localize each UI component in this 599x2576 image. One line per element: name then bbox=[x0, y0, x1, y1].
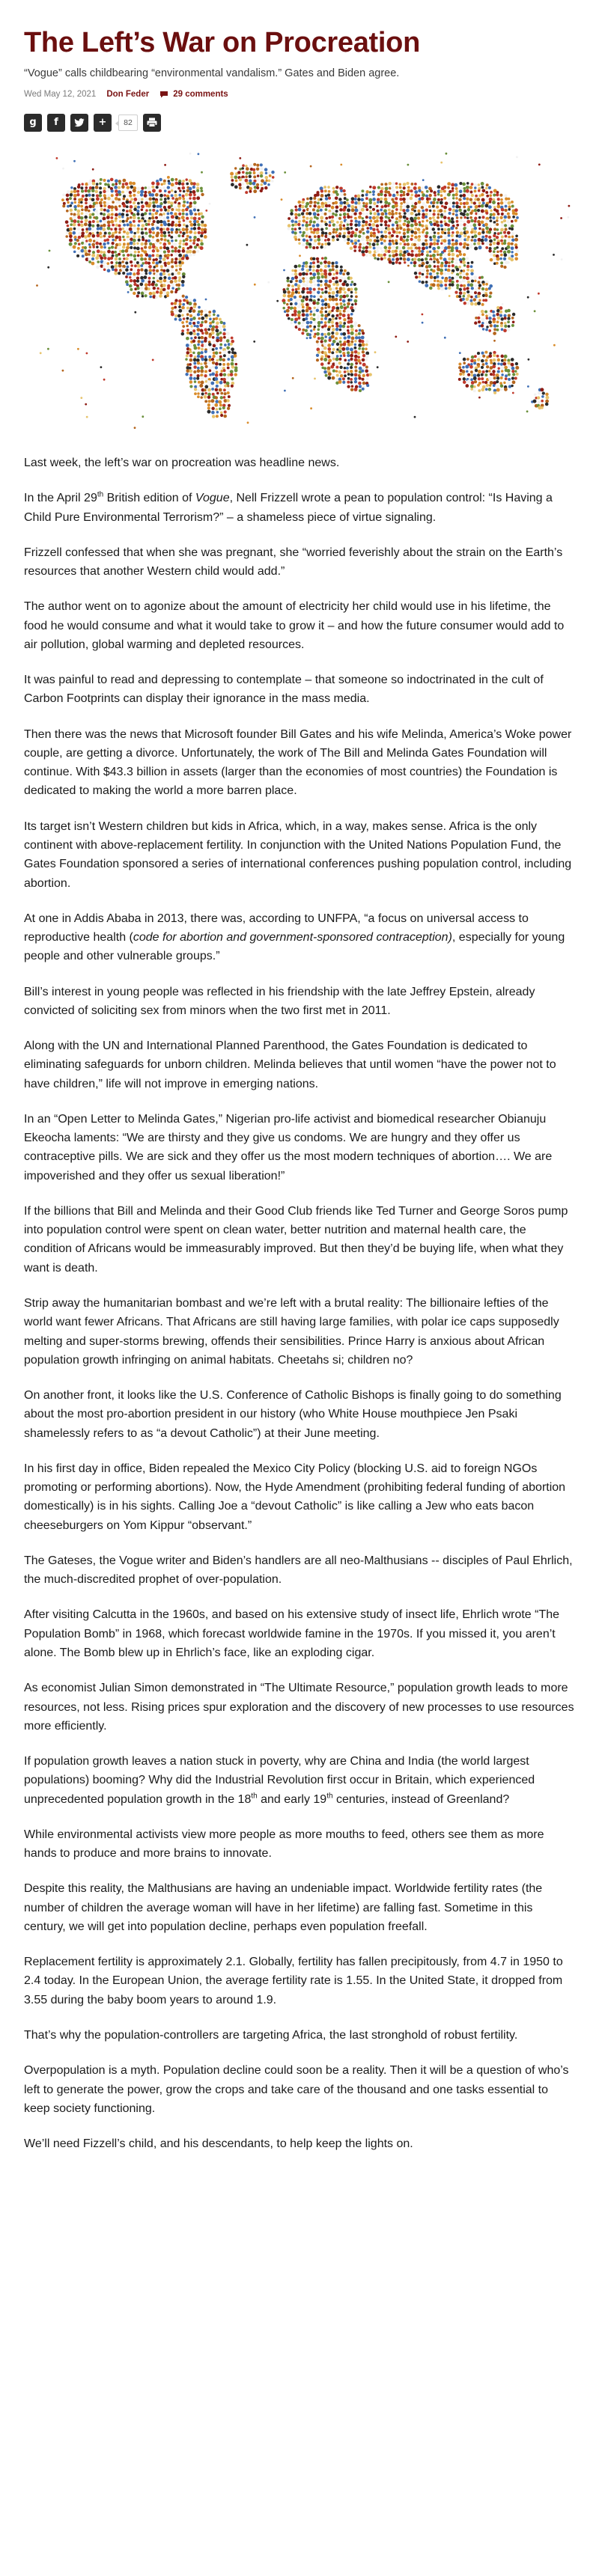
paragraph-text: Along with the UN and International Planned Parenthood, the Gates Foundation is dedicated to eliminating safeguards for unborn children. Melinda believes that until women “have the power not to have children,” life will not improve in emerging nations. bbox=[24, 1040, 556, 1090]
article-paragraph bbox=[24, 1752, 575, 1809]
comments-count: 29 comments bbox=[173, 89, 228, 99]
paragraph-text: Overpopulation is a myth. Population decline could soon be a reality. Then it will be a question of who’s left to generate the power, grow the crops and take care of the thousand and one tasks essential to keep society functioning. bbox=[24, 2064, 569, 2115]
paragraph-text: centuries, instead of Greenland? bbox=[332, 1792, 510, 1806]
article-paragraph bbox=[24, 2061, 575, 2118]
twitter-icon bbox=[74, 118, 85, 127]
article-paragraph bbox=[24, 671, 575, 709]
paragraph-text: Frizzell confessed that when she was pregnant, she “worried feverishly about the strain on the Earth’s resources that another Western child would add.” bbox=[24, 546, 563, 579]
paragraph-text: If population growth leaves a nation stuck in poverty, why are China and India (the world largest populations) booming? Why did the Industrial Revolution first occur in Britain, which experienced unprecedented population growth in the 18 bbox=[24, 1755, 535, 1806]
paragraph-text: th bbox=[251, 1792, 258, 1801]
paragraph-text: The author went on to agonize about the amount of electricity her child would use in his lifetime, the food he would consume and what it would take to grow it – and how the future consumer would add to air pollution, global warming and depleted resources. bbox=[24, 600, 565, 651]
paragraph-text: British edition of bbox=[103, 492, 195, 505]
paragraph-text: That’s why the population-controllers are targeting Africa, the last stronghold of robust fertility. bbox=[24, 2028, 518, 2042]
more-share-button[interactable] bbox=[94, 114, 112, 132]
paragraph-text: While environmental activists view more people as more mouths to feed, others see them as more hands to produce and more brains to innovate. bbox=[24, 1828, 544, 1861]
paragraph-text: Despite this reality, the Malthusians are having an undeniable impact. Worldwide fertility rates (the number of children the average woman will have in her lifetime) are falling fast. Sometime in this century, we will get into population decline, perhaps even population freefall. bbox=[24, 1882, 543, 1933]
paragraph-text: Last week, the left’s war on procreation was headline news. bbox=[24, 456, 340, 469]
article-paragraph bbox=[24, 543, 575, 582]
google-plus-share-button[interactable] bbox=[24, 114, 42, 132]
article-paragraph bbox=[24, 1037, 575, 1093]
twitter-share-button[interactable] bbox=[70, 114, 88, 132]
article-paragraph bbox=[24, 1459, 575, 1535]
paragraph-text: Vogue bbox=[195, 492, 230, 505]
article-paragraph bbox=[24, 1294, 575, 1370]
print-icon bbox=[147, 117, 157, 127]
paragraph-text: th bbox=[97, 490, 104, 499]
paragraph-text: It was painful to read and depressing to contemplate – that someone so indoctrinated in the cult of Carbon Footprints can display their ignorance in the mass media. bbox=[24, 674, 544, 706]
paragraph-text: If the billions that Bill and Melinda and their Good Club friends like Ted Turner and George Soros pump into population control were spent on clean water, better nutrition and maternal health care, the condition of Africans would be immeasurably improved. But then they’d be buying life, when what they want is death. bbox=[24, 1204, 568, 1275]
article-paragraph bbox=[24, 909, 575, 966]
paragraph-text: , especially for young people and other vulnerable groups.” bbox=[24, 931, 565, 963]
paragraph-text: In an “Open Letter to Melinda Gates,” Nigerian pro-life activist and biomedical researcher Obianuju Ekeocha laments: “We are thirsty and they give us condoms. We are hungry and they offer us contraceptive pills. We are sick and they offer us the most modern techniques of abortion…. We are impoverished and they offer us sexual liberation!” bbox=[24, 1112, 553, 1182]
plus-icon: + bbox=[98, 117, 107, 129]
article-paragraph bbox=[24, 1679, 575, 1736]
paragraph-text: Bill’s interest in young people was reflected in his friendship with the late Jeffrey Epstein, already convicted of soliciting sex from minors when the two first met in 2011. bbox=[24, 985, 535, 1017]
article-paragraph bbox=[24, 983, 575, 1021]
paragraph-text: On another front, it looks like the U.S. Conference of Catholic Bishops is finally going to do something about the most pro-abortion president in our history (who White House mouthpiece Jen Psaki shamelessly refers to as “a devout Catholic”) at their June meeting. bbox=[24, 1389, 562, 1440]
article-subtitle: “Vogue” calls childbearing “environmental vandalism.” Gates and Biden agree. bbox=[24, 67, 400, 79]
crowd-world-map-image bbox=[24, 148, 575, 433]
article-paragraph bbox=[24, 2134, 575, 2153]
article-paragraph bbox=[24, 1953, 575, 2009]
facebook-icon: f bbox=[54, 117, 58, 129]
comment-icon bbox=[159, 91, 168, 98]
facebook-share-button[interactable] bbox=[47, 114, 65, 132]
paragraph-text: After visiting Calcutta in the 1960s, and based on his extensive study of insect life, Ehrlich wrote “The Population Bomb” in 1968, which forecast worldwide famine in the 1970s. If you missed it, you aren’t alone. The Bomb blew up in Ehrlich’s face, like an exploding cigar. bbox=[24, 1608, 560, 1659]
publish-date: Wed May 12, 2021 bbox=[24, 89, 97, 99]
share-bar bbox=[24, 114, 575, 132]
paragraph-text: Then there was the news that Microsoft founder Bill Gates and his wife Melinda, America’s Woke power couple, are getting a divorce. Unfortunately, the work of The Bill and Melinda Gates Foundation will continue. With $43.3 billion in assets (larger than the economies of most countries) the Foundation is dedicated to making the world a more barren place. bbox=[24, 727, 572, 798]
crowd-dots bbox=[36, 153, 570, 429]
paragraph-text: Replacement fertility is approximately 2.1. Globally, fertility has fallen precipitously, from 4.7 in 1950 to 2.4 today. In the European Union, the average fertility rate is 1.55. In the United State, it dropped from 3.55 during the baby boom years to around 1.9. bbox=[24, 1956, 563, 2006]
article-paragraph bbox=[24, 1202, 575, 1278]
article-paragraph bbox=[24, 1605, 575, 1662]
paragraph-text: and early 19 bbox=[257, 1792, 327, 1806]
article-paragraph bbox=[24, 597, 575, 654]
paragraph-text: th bbox=[326, 1792, 333, 1801]
article-paragraph bbox=[24, 454, 575, 472]
paragraph-text: In his first day in office, Biden repealed the Mexico City Policy (blocking U.S. aid to foreign NGOs promoting or performing abortions). Now, the Hyde Amendment (prohibiting federal funding of abortion domestically) is in his sights. Calling Joe a “devout Catholic” is like calling a Jew who eats bacon cheeseburgers on Yom Kippur “observant.” bbox=[24, 1462, 566, 1532]
paragraph-text: code for abortion and government-sponsored contraception) bbox=[133, 931, 452, 944]
article-title: The Left’s War on Procreation bbox=[24, 27, 420, 58]
article-meta bbox=[24, 90, 575, 99]
share-count: 82 bbox=[118, 115, 138, 131]
paragraph-text: In the April 29 bbox=[24, 492, 97, 505]
article-paragraph bbox=[24, 1551, 575, 1590]
paragraph-text: At one in Addis Ababa in 2013, there was, according to UNFPA, “a focus on universal access to reproductive health ( bbox=[24, 912, 529, 944]
paragraph-text: Strip away the humanitarian bombast and we’re left with a brutal reality: The billionaire lefties of the world want fewer Africans. That Africans are still having large families, with polar ice caps supposedly melting and super-storms brewing, offends their sensibilities. Prince Harry is anxious about African population growth infringing on animal habitats. Cheetahs si; children no? bbox=[24, 1297, 559, 1367]
article-paragraph bbox=[24, 489, 575, 527]
article-paragraph bbox=[24, 1879, 575, 1936]
article-paragraph bbox=[24, 1825, 575, 1864]
article-body bbox=[24, 454, 575, 2153]
article-paragraph bbox=[24, 1386, 575, 1443]
paragraph-text: The Gateses, the Vogue writer and Biden’s handlers are all neo-Malthusians -- disciples of Paul Ehrlich, the much-discredited prophet of over-population. bbox=[24, 1554, 573, 1587]
author-link[interactable]: Don Feder bbox=[106, 89, 150, 99]
paragraph-text: As economist Julian Simon demonstrated in “The Ultimate Resource,” population growth leads to more resources, not less. Rising prices spur exploration and the discovery of new processes to use resources more efficiently. bbox=[24, 1682, 574, 1733]
article-paragraph bbox=[24, 725, 575, 801]
print-button[interactable] bbox=[143, 114, 161, 132]
article-paragraph bbox=[24, 1110, 575, 1185]
comments-link[interactable] bbox=[159, 90, 228, 99]
paragraph-text: , Nell Frizzell wrote a pean to population control: “Is Having a Child Pure Environmental Terrorism?” – a shameless piece of virtue signaling. bbox=[24, 492, 553, 524]
article-paragraph bbox=[24, 2026, 575, 2045]
google-plus-icon: g bbox=[29, 117, 37, 129]
article-paragraph bbox=[24, 817, 575, 893]
paragraph-text: Its target isn’t Western children but kids in Africa, which, in a way, makes sense. Africa is the only continent with above-replacement fertility. In conjunction with the United Nations Population Fund, the Gates Foundation sponsored a series of international conferences pushing population control, including abortion. bbox=[24, 820, 572, 890]
paragraph-text: We’ll need Fizzell’s child, and his descendants, to help keep the lights on. bbox=[24, 2137, 413, 2151]
